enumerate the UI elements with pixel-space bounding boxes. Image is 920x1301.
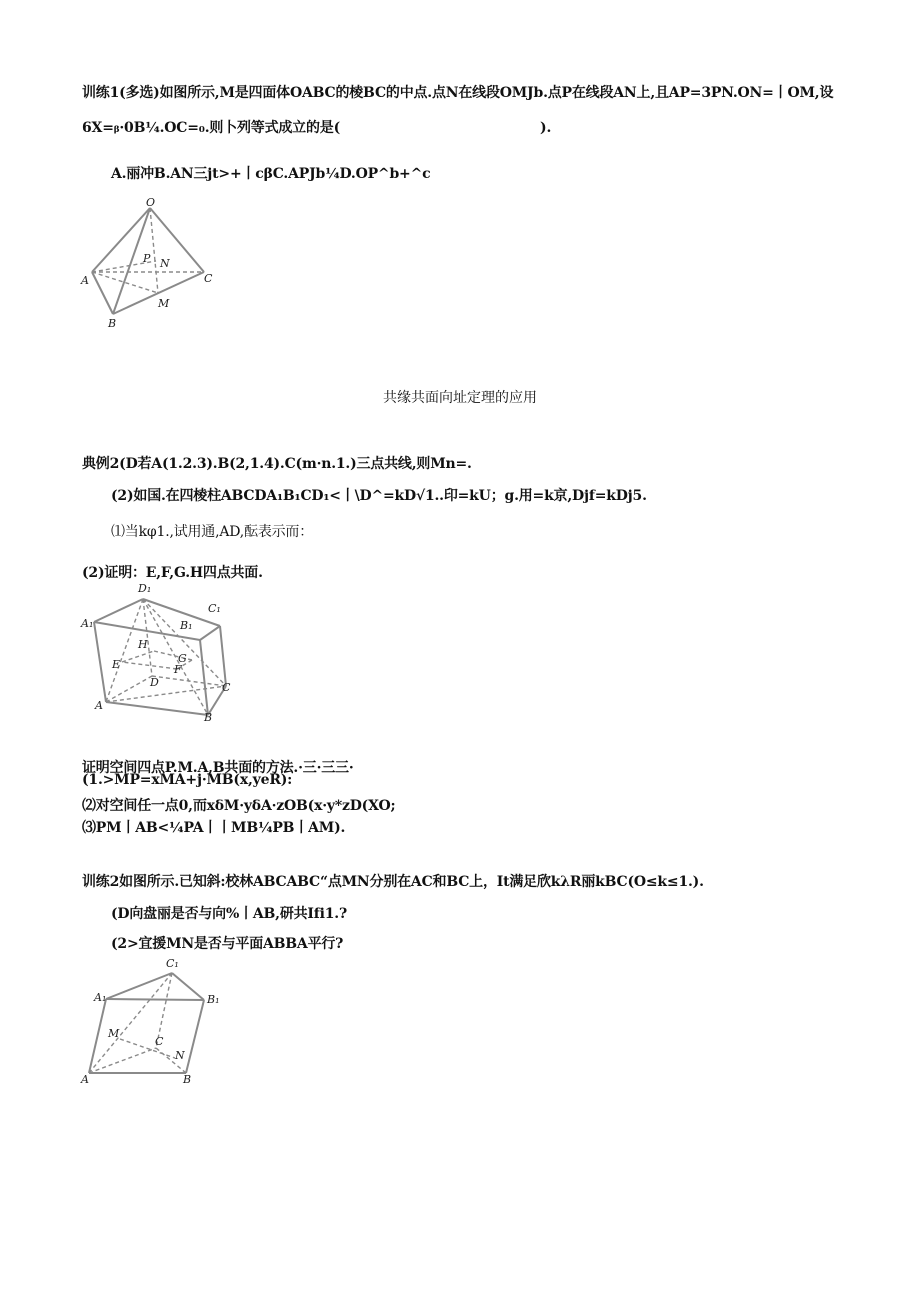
triangular-prism-figure: [80, 955, 230, 1085]
method-line1: 证明空间四点P.M.A,B共面的方法.·三·三三·: [82, 760, 354, 776]
edge-ad: [106, 676, 152, 702]
section-title: 共缘共面向址定理的应用: [383, 390, 537, 406]
label-a: A: [81, 274, 89, 287]
exercise2-line3: (2>宜援MN是否与平面ABBA平行?: [111, 936, 344, 952]
label-b: B: [204, 711, 213, 724]
segment-om: [150, 208, 158, 293]
example2-line2: (2)如国.在四棱柱ABCDA₁B₁CD₁<丨\D^=kD√1..印=kU；g.用=k京,Djf=kDj5.: [111, 488, 647, 504]
method-line4: ⑶PM丨AB<¼PA丨丨MB¼PB丨AM).: [82, 820, 346, 836]
label-f: F: [174, 663, 182, 676]
label-n: N: [160, 257, 170, 270]
label-p: P: [143, 252, 151, 265]
prism-figure: [80, 582, 240, 722]
label-b: B: [108, 317, 117, 330]
edge-a1a: [94, 622, 106, 702]
edge-b1b: [186, 1000, 204, 1073]
segment-mn: [120, 1039, 175, 1058]
edge-ab: [106, 702, 208, 715]
exercise1-line2-end: ).: [540, 120, 552, 136]
label-m: M: [158, 297, 170, 310]
edge-a1b1: [106, 999, 204, 1000]
label-o: O: [146, 196, 156, 209]
label-c: C: [204, 272, 213, 285]
label-h: H: [138, 638, 148, 651]
example2-line4: (2)证明：E,F,G.H四点共面.: [82, 565, 263, 581]
edge-oc: [150, 208, 204, 272]
segment-fe: [122, 662, 177, 669]
label-c1: C₁: [208, 602, 221, 615]
label-e: E: [112, 658, 121, 671]
label-m: M: [108, 1027, 120, 1040]
exercise2-line2: (D向盘丽是否与向%丨AB,研共Ifi1.?: [111, 906, 347, 922]
exercise2-line1: 训练2如图所示.已知斜:校林ABCABC“点MN分别在AC和BC上，It满足欣kλR丽kBC(O≤k≤1.).: [82, 874, 704, 890]
label-b1: B₁: [180, 619, 193, 632]
label-b: B: [183, 1073, 192, 1086]
edge-c1c: [220, 626, 226, 686]
example2-line3: ⑴当kφ1.,试用通,AD,酝表示而：: [111, 524, 314, 540]
edge-ab: [92, 272, 113, 314]
label-a: A: [81, 1073, 89, 1086]
exercise1-line2: [82, 117, 551, 137]
tetrahedron-figure: [80, 198, 220, 328]
label-n: N: [175, 1049, 185, 1062]
method-line3: ⑵对空间任一点0,而xδM·yδA·zOB(x·y*zD(XO;: [82, 798, 396, 814]
label-c: C: [222, 681, 231, 694]
edge-a1a: [89, 999, 106, 1073]
exercise1-options: A.丽冲B.AN三jt>+丨cβC.APJb¼D.OP^b+^c: [111, 166, 431, 182]
label-a: A: [95, 699, 103, 712]
label-g: G: [178, 652, 187, 665]
edge-c1b1: [172, 973, 204, 1000]
label-a1: A₁: [81, 617, 94, 630]
method-line2: (1.>MP=xMA+j·MB(x,yeR):: [82, 772, 293, 788]
edge-a1d1: [94, 599, 143, 622]
edge-b1c1: [200, 626, 220, 640]
segment-ac: [106, 686, 226, 702]
exercise1-line2-text: 6X=ᵦ·0B¼.OC=₀.则卜列等式成立的是(: [82, 120, 341, 136]
edge-oa: [92, 208, 150, 272]
label-c1: C₁: [166, 957, 179, 970]
exercise1-line1: 训练1(多选)如图所示,M是四面体OABC的棱BC的中点.点N在线段OMJb.点P在线段AN上,且AP=3PN.ON=丨OM,设: [82, 85, 834, 101]
label-c: C: [155, 1035, 164, 1048]
label-d1: D₁: [138, 582, 152, 595]
label-b1: B₁: [207, 993, 220, 1006]
label-a1: A₁: [94, 991, 107, 1004]
label-d: D: [150, 676, 159, 689]
example2-line1: 典例2(D若A(1.2.3).B(2,1.4).C(m·n.1.)三点共线,则Mn=.: [82, 456, 472, 472]
